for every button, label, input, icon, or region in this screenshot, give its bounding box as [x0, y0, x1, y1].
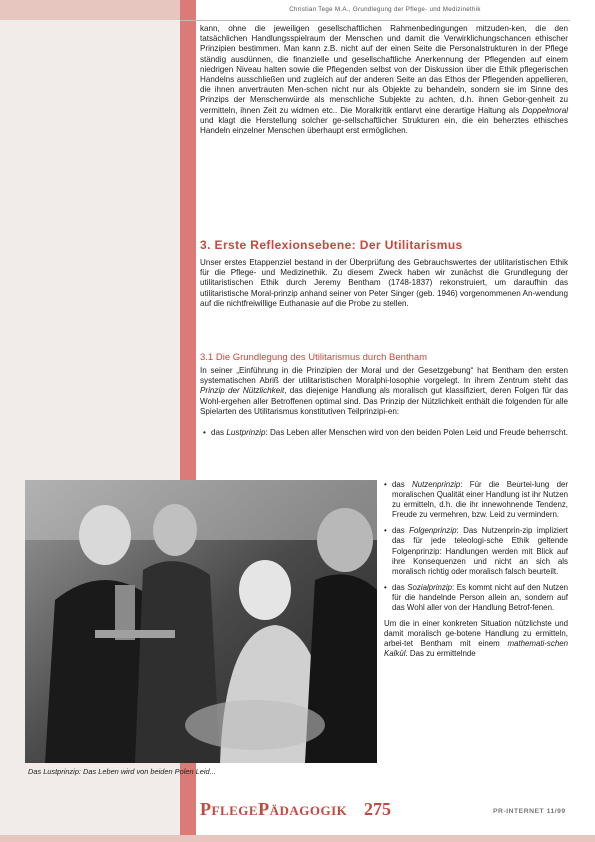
section-3-1-paragraph: In seiner „Einführung in die Prinzipien der Moral und der Gesetzgebung“ hat Bentham den ersten systematischen Abriß der utilitaristischen Moralphi-losophie vorgelegt. In ihrem Zentrum steht das Prinzip der Nützlichkeit, das diejenige Handlung als moralisch gut klassifiziert, deren Folgen für das Wohl-ergehen aller Betroffenen optimal sind. Das Prinzip der Nützlichkeit enthält die folgenden für alle Spielarten des Utilitarismus konstitutiven Teilprinzipi-en:	[200, 366, 568, 416]
page-number: 275	[364, 799, 391, 819]
bullet-folgenprinzip: • das Folgenprinzip: Das Nutzenprin-zip impliziert das für jede teleologi-sche Ethik geltende Folgenprinzip: Handlungen werden mit Blick auf ihre Konsequenzen und nicht an sich als moralisch richtig oder moralisch falsch beurteilt.	[384, 526, 568, 576]
section-3-1-heading: 3.1 Die Grundlegung des Utilitarismus durch Bentham	[200, 352, 428, 363]
right-column	[384, 480, 568, 660]
photo-illustration	[25, 480, 377, 763]
bottom-band	[0, 835, 595, 842]
magazine-brand: PFLEGEPÄDAGOGIK	[200, 799, 348, 819]
intro-paragraph: kann, ohne die jeweiligen gesellschaftlichen Rahmenbedingungen mitzuden-ken, die den tatsächlichen Handlungsspielraum der Menschen und damit die Verwirklichungschancen ethischer Prinzipien bestimmen. Man kann z.B. nicht auf der einen Seite die Personalstrukturen in der Pflege ständig ausdünnen, die finanzielle und gesellschaftliche Anerkennung der Pflegenden auf einem niedrigen Niveau halten sowie die Pflegenden selbst von der Diskussion über die Ethik pflegerischen Handelns ausschließen und zugleich auf der anderen Seite an das Ethos der Pflegenden appellieren, die ihnen anvertrauten Men-schen nicht nur als Objekte zu behandeln, sondern sie im Sinne des Prinzips der Menschenwürde als menschliche Subjekte zu achten, d.h. ihnen Gebor-genheit zu vermitteln, ihnen Zeit zu widmen etc.. Die Moralkritik entlarvt eine derartige Haltung als Doppelmoral und klagt die Herstellung solcher ge-sellschaftlicher Strukturen ein, die ein beherztes ethisches Handeln einzelner Menschen überhaupt erst ermöglichen.	[200, 24, 568, 136]
header-rule	[180, 20, 570, 21]
running-header: Christian Tege M.A., Grundlegung der Pflege- und Medizinethik	[289, 6, 481, 13]
section-3-heading: 3. Erste Reflexionsebene: Der Utilitarismus	[200, 238, 463, 252]
photo-caption: Das Lustprinzip: Das Leben wird von beiden Polen Leid...	[28, 767, 216, 776]
issue-label: PR-INTERNET 11/99	[493, 808, 566, 815]
bullet-lustprinzip: • das Lustprinzip: Das Leben aller Menschen wird von den beiden Polen Leid und Freude beherrscht.	[203, 428, 568, 437]
photo-lustprinzip	[25, 480, 377, 763]
bullet-nutzenprinzip: • das Nutzenprinzip: Für die Beurtei-lung der moralischen Qualität einer Handlung ist ihr Nutzen zu ermitteln, d.h. die ihr innewohnende Tendenz, Freude zu vermehren, bzw. Leid zu vermindern.	[384, 480, 568, 520]
bullet-sozialprinzip: • das Sozialprinzip: Es kommt nicht auf den Nutzen für die handelnde Person allein an, sondern auf das Wohl aller von der Handlung Betrof-fenen.	[384, 582, 568, 613]
closing-paragraph: Um die in einer konkreten Situation nützlichste und damit moralisch ge-botene Handlung zu ermitteln, arbei-tet Bentham mit einem mathemati-schen Kalkül. Das zu ermittelnde	[384, 619, 568, 659]
top-band	[0, 0, 180, 20]
section-3-paragraph: Unser erstes Etappenziel bestand in der Überprüfung des Gebrauchswertes der utilitaristischen Ethik für die Pflege- und Medizinethik. Zu diesem Zweck haben wir zunächst die Grundlegung der utilitaristischen Ethik durch Jeremy Bentham (1748-1837) rekonstruiert, um daraufhin das utilitaristische Moral-prinzip anhand seiner von Peter Singer (geb. 1946) vorgenommenen An-wendung auf die nichtfreiwillige Euthanasie auf die Probe zu stellen.	[200, 258, 568, 308]
